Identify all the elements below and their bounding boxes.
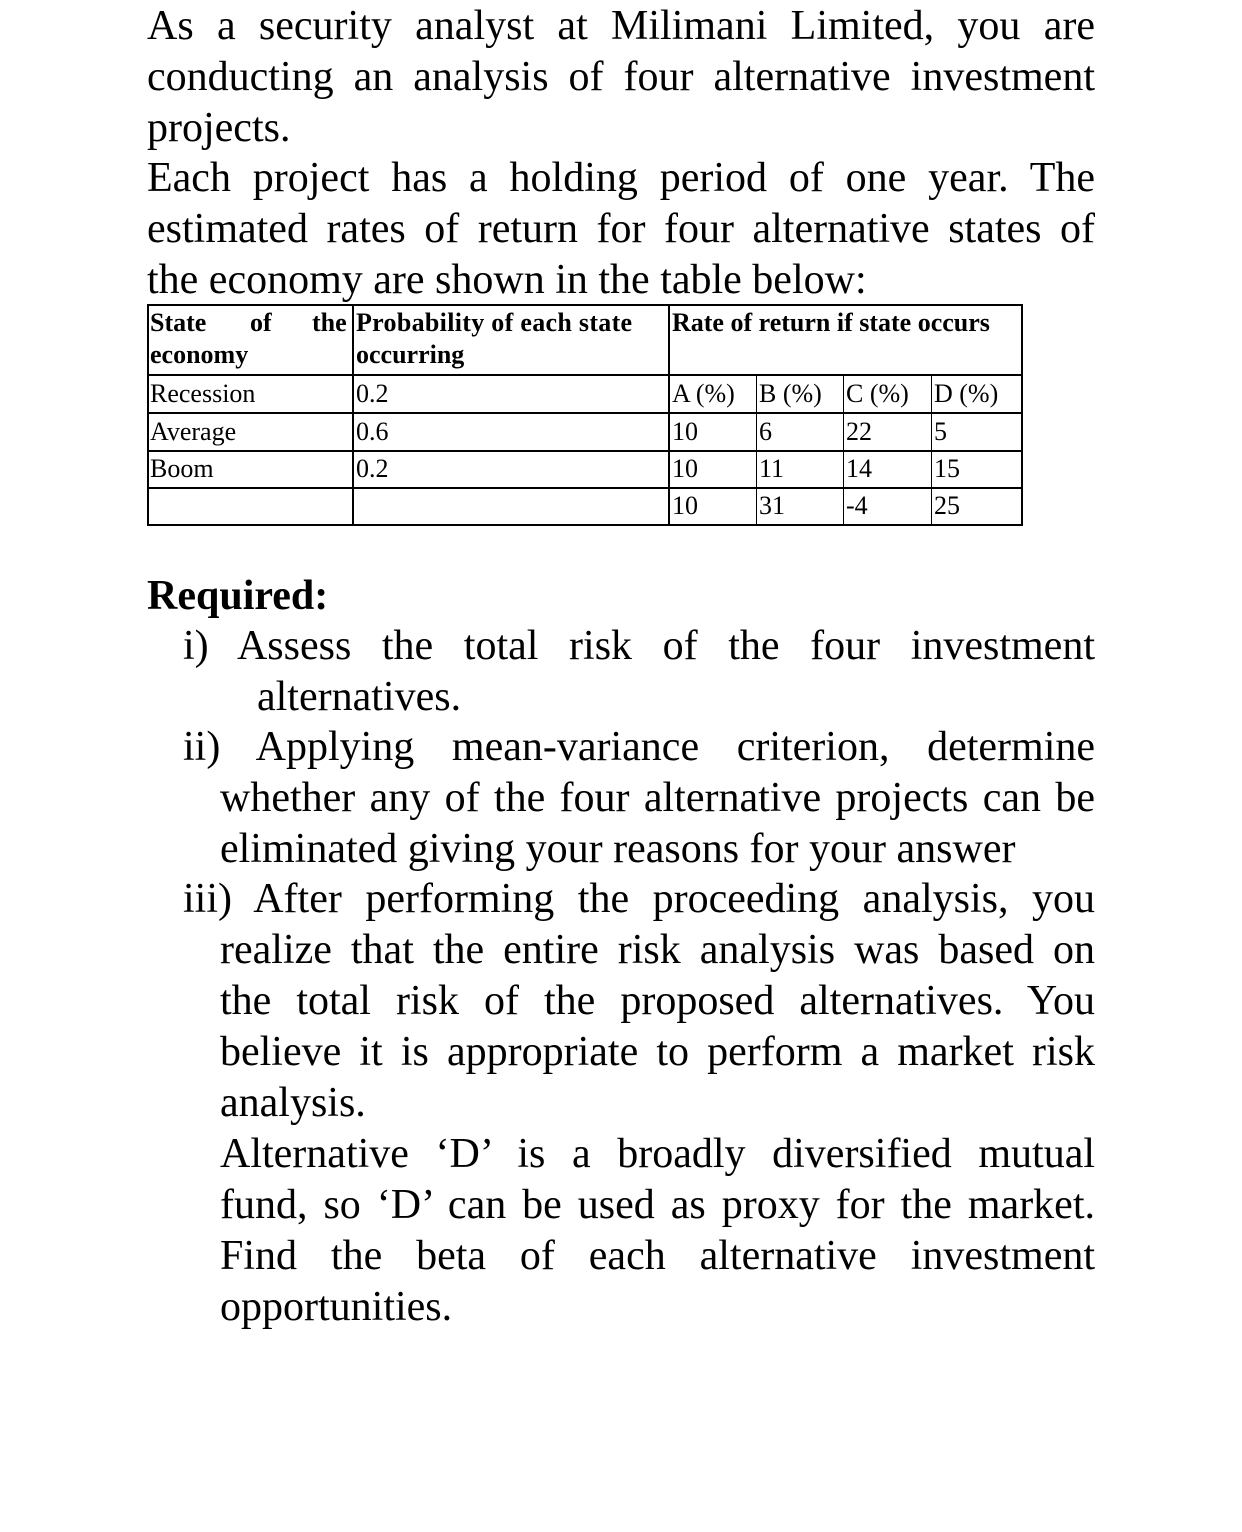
item-3-marker: iii) xyxy=(183,876,232,922)
table-border xyxy=(147,450,1023,452)
header-the-word: the xyxy=(312,308,347,337)
intro-paragraph-2 xyxy=(147,153,1095,306)
header-economy: economy xyxy=(150,340,249,369)
intro-p1-line: As a security analyst at Milimani Limited, you are xyxy=(147,3,1095,49)
rate-header-c: C (%) xyxy=(846,379,909,408)
intro-p2-line: estimated rates of return for four alternative states of xyxy=(147,206,1095,252)
rate-cell-b: 6 xyxy=(759,417,772,446)
required-heading: Required: xyxy=(147,573,329,619)
required-item-3 xyxy=(183,874,1095,925)
table-border xyxy=(1021,304,1023,526)
rate-header-b: B (%) xyxy=(759,379,822,408)
rate-cell-c: 22 xyxy=(846,417,872,446)
required-item-2-continued xyxy=(220,773,1095,875)
table-border xyxy=(352,304,354,526)
rate-cell-a: 10 xyxy=(672,417,698,446)
header-of-word: of xyxy=(250,308,272,337)
state-cell: Recession xyxy=(150,379,256,408)
item-1-line: Assess the total risk of the four investment xyxy=(236,623,1095,669)
rate-cell-c: 14 xyxy=(846,454,872,483)
table-border xyxy=(668,304,670,526)
item-3-line: opportunities. xyxy=(220,1284,453,1330)
table-border xyxy=(147,304,1023,306)
required-item-1-continued xyxy=(257,672,1095,723)
item-3-line: analysis. xyxy=(220,1080,366,1126)
item-2-first-line xyxy=(183,722,1095,773)
rate-cell-d: 25 xyxy=(934,491,960,520)
table-border xyxy=(147,524,1023,526)
probability-cell: 0.2 xyxy=(356,379,389,408)
rate-cell-b: 11 xyxy=(759,454,785,483)
state-cell: Boom xyxy=(150,454,214,483)
rate-cell-d: 15 xyxy=(934,454,960,483)
item-2-line: Applying mean-variance criterion, determine xyxy=(255,724,1095,770)
item-2-line: whether any of the four alternative projects can be xyxy=(220,775,1095,821)
header-occurring: occurring xyxy=(356,340,465,369)
probability-cell: 0.2 xyxy=(356,454,389,483)
rate-cell-d: 5 xyxy=(934,417,947,446)
item-3-line: believe it is appropriate to perform a market risk xyxy=(220,1029,1095,1075)
item-3-line: realize that the entire risk analysis was based on xyxy=(220,927,1095,973)
probability-cell: 0.6 xyxy=(356,417,389,446)
item-2-marker: ii) xyxy=(183,724,221,770)
intro-p1-line: projects. xyxy=(147,105,291,151)
item-1-marker: i) xyxy=(183,623,209,669)
item-2-line: eliminated giving your reasons for your answer xyxy=(220,826,1016,872)
rate-cell-a: 10 xyxy=(672,491,698,520)
rate-header-d: D (%) xyxy=(934,379,999,408)
table-border xyxy=(147,374,1023,376)
required-item-3-continued xyxy=(220,925,1095,1333)
item-3-line: fund, so ‘D’ can be used as proxy for the market. xyxy=(220,1182,1095,1228)
rate-cell-c: -4 xyxy=(846,491,868,520)
table-border xyxy=(147,304,149,526)
rate-header-a: A (%) xyxy=(672,379,735,408)
item-1-first-line xyxy=(183,621,1095,672)
rate-cell-b: 31 xyxy=(759,491,785,520)
table-border xyxy=(147,487,1023,489)
required-item-2 xyxy=(183,722,1095,773)
header-rate-of-return: Rate of return if state occurs xyxy=(672,308,990,337)
header-state-word: State xyxy=(150,308,207,337)
rate-cell-a: 10 xyxy=(672,454,698,483)
item-3-first-line xyxy=(183,874,1095,925)
intro-p2-line: Each project has a holding period of one year. The xyxy=(147,155,1095,201)
state-cell: Average xyxy=(150,417,237,446)
intro-p2-line: the economy are shown in the table below: xyxy=(147,257,867,303)
header-probability: Probability of each state xyxy=(356,308,633,337)
item-3-line: the total risk of the proposed alternatives. You xyxy=(220,978,1095,1024)
item-1-line: alternatives. xyxy=(257,674,462,720)
item-3-line: After performing the proceeding analysis, you xyxy=(253,876,1095,922)
item-3-line: Alternative ‘D’ is a broadly diversified mutual xyxy=(220,1131,1095,1177)
intro-paragraph-1 xyxy=(147,1,1095,154)
intro-p1-line: conducting an analysis of four alternative investment xyxy=(147,54,1095,100)
required-item-1 xyxy=(183,621,1095,672)
item-3-line: Find the beta of each alternative investment xyxy=(220,1233,1095,1279)
table-border xyxy=(147,412,1023,414)
returns-table xyxy=(147,304,1023,526)
